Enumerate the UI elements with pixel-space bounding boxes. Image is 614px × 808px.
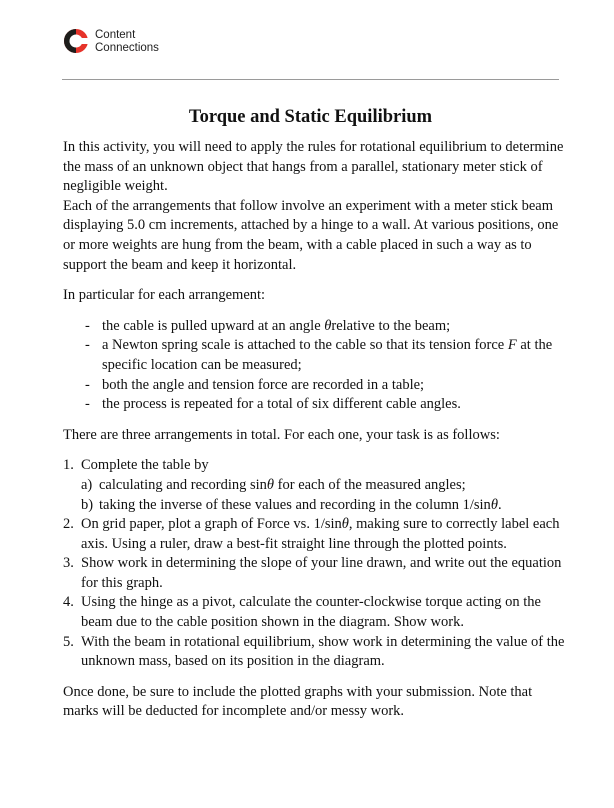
header-divider [62,79,559,80]
step-item: 2. On grid paper, plot a graph of Force vs. 1/sinθ, making sure to correctly label each axis. Using a ruler, draw a best-fit straight line through the plotted points. [63,516,560,552]
logo-line-1: Content [95,29,136,41]
document-body [63,138,565,722]
page-title: Torque and Static Equilibrium [188,107,433,128]
bullet-item: - the process is repeated for a total of six different cable angles. [85,396,461,413]
step-item: 3. Show work in determining the slope of your line drawn, and write out the equation for this graph. [63,555,562,591]
sub-step-list [81,476,565,515]
sub-step-item: a) calculating and recording sinθ for each of the measured angles; [81,476,466,493]
bullet-item: - both the angle and tension force are recorded in a table; [85,376,425,393]
intro-paragraph-1: In this activity, you will need to apply the rules for rotational equilibrium to determine the mass of an unknown object that hangs from a parallel, stationary meter stick of negligible weight. [63,139,564,195]
logo-wordmark [95,29,159,54]
step-item: 4. Using the hinge as a pivot, calculate the counter-clockwise torque acting on the beam due to the cable position shown in the diagram. Show work. [63,594,541,631]
step-item: 5. With the beam in rotational equilibrium, show work in determining the value of the unknown mass, based on its position in the diagram. [63,633,565,670]
logo-line-2: Connections [95,41,159,54]
bullet-item: - the cable is pulled upward at an angle θrelative to the beam; [85,317,451,334]
particular-paragraph: In particular for each arrangement: [63,287,266,304]
bullet-item: - a Newton spring scale is attached to the cable so that its tension force F at the specific location can be measured; [85,337,553,373]
arrangement-bullet-list [63,317,565,415]
three-arrangements-paragraph: There are three arrangements in total. For each one, your task is as follows: [63,426,500,443]
closing-paragraph: Once done, be sure to include the plotted graphs with your submission. Note that marks will be deducted for incomplete and/or messy work. [63,683,533,720]
logo [63,26,183,60]
intro-paragraph-2: Each of the arrangements that follow involve an experiment with a meter stick beam displaying 5.0 cm increments, attached by a hinge to a wall. At various positions, one or more weights are hung from the beam, with a cable placed in such a way as to support the beam and keep it horizontal. [63,197,559,273]
content-connections-logo-icon [63,28,89,54]
task-step-list [63,456,565,672]
step-item: 1. Complete the table by a) calculating and recording sinθ for each of the measured angles; b) taking the inverse of these values and recording in the column 1/sinθ. [63,456,565,515]
sub-step-item: b) taking the inverse of these values and recording in the column 1/sinθ. [81,496,502,513]
